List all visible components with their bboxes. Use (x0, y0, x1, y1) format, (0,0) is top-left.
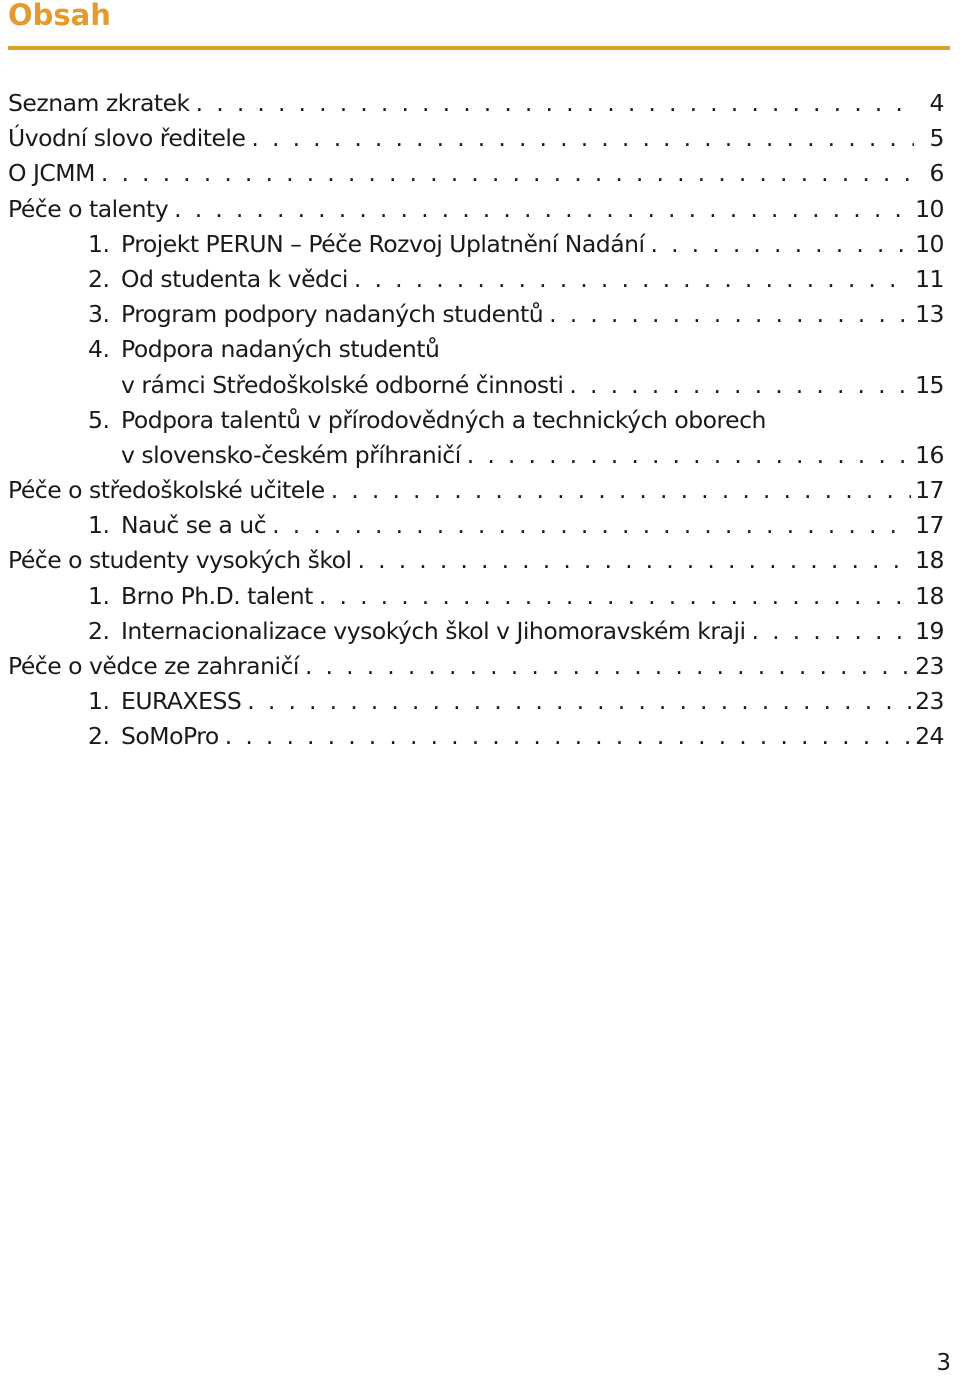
toc-entry-number: 1. (88, 229, 110, 258)
toc-entry-number: 2. (88, 264, 110, 293)
toc-entry-page: 19 (915, 616, 944, 645)
toc-entry-number: 1. (88, 581, 110, 610)
toc-entry-page: 18 (915, 546, 944, 575)
toc-leader-dots (272, 508, 911, 543)
toc-entry[interactable] (8, 121, 944, 156)
page-number: 3 (936, 1350, 951, 1376)
toc-entry-number: 1. (88, 511, 110, 540)
title-underline (8, 46, 950, 50)
toc-entry-page: 10 (915, 194, 944, 223)
toc-subentry[interactable] (8, 227, 944, 262)
toc-entry-page: 15 (915, 370, 944, 399)
table-of-contents (8, 86, 944, 755)
toc-entry-page: 16 (915, 440, 944, 469)
toc-entry-label: Péče o studenty vysokých škol (8, 546, 352, 575)
toc-entry[interactable] (8, 649, 944, 684)
page-title: Obsah (8, 0, 111, 32)
toc-subentry[interactable] (8, 614, 944, 649)
toc-entry-number: 3. (88, 300, 110, 329)
toc-entry-page: 17 (915, 511, 944, 540)
toc-entry-label: Úvodní slovo ředitele (8, 124, 246, 153)
toc-entry-label: SoMoPro (121, 722, 219, 751)
toc-entry-number: 2. (88, 722, 110, 751)
toc-subentry[interactable] (8, 297, 944, 332)
toc-entry[interactable] (8, 543, 944, 578)
toc-entry-page: 5 (929, 124, 944, 153)
toc-leader-dots (752, 614, 912, 649)
toc-entry-number: 2. (88, 616, 110, 645)
toc-leader-dots (101, 156, 914, 191)
toc-leader-dots (225, 719, 911, 754)
toc-entry-label: Brno Ph.D. talent (121, 581, 313, 610)
toc-leader-dots (354, 262, 911, 297)
toc-leader-dots (651, 227, 912, 262)
toc-entry-page: 6 (929, 159, 944, 188)
toc-entry-label: EURAXESS (121, 687, 242, 716)
toc-leader-dots (467, 438, 911, 473)
toc-entry-label-continued: v rámci Středoškolské odborné činnosti (121, 370, 564, 399)
toc-entry-label: Program podpory nadaných studentů (121, 300, 544, 329)
toc-subentry[interactable] (8, 719, 944, 754)
toc-leader-dots (196, 86, 914, 121)
toc-subentry[interactable] (8, 579, 944, 614)
toc-leader-dots (319, 579, 911, 614)
toc-leader-dots (305, 649, 911, 684)
toc-entry[interactable] (8, 473, 944, 508)
toc-leader-dots (247, 684, 911, 719)
toc-entry-number: 5. (88, 405, 110, 434)
toc-entry[interactable] (8, 156, 944, 191)
toc-entry-number: 4. (88, 335, 110, 364)
toc-entry-number: 1. (88, 687, 110, 716)
toc-entry-page: 13 (915, 300, 944, 329)
toc-entry-label: Péče o vědce ze zahraničí (8, 652, 299, 680)
toc-entry-label-continued: v slovensko-českém příhraničí (121, 440, 461, 469)
toc-entry-label: O JCMM (8, 159, 95, 188)
toc-entry-label: Internacionalizace vysokých škol v Jihomoravském kraji (121, 616, 746, 645)
toc-subentry[interactable] (8, 332, 944, 402)
toc-leader-dots (251, 121, 914, 156)
toc-entry-label: Podpora nadaných studentů (121, 335, 440, 364)
toc-leader-dots (549, 297, 911, 332)
toc-subentry[interactable] (8, 508, 944, 543)
toc-entry-page: 10 (915, 229, 944, 258)
toc-entry-label: Péče o středoškolské učitele (8, 476, 325, 505)
toc-entry-label: Nauč se a uč (121, 511, 267, 540)
toc-subentry[interactable] (8, 262, 944, 297)
toc-leader-dots (358, 543, 912, 578)
toc-entry-page: 17 (915, 476, 944, 505)
toc-entry-page: 4 (929, 89, 944, 117)
toc-entry-page: 11 (915, 264, 944, 293)
toc-entry-page: 18 (915, 581, 944, 610)
toc-entry-label: Seznam zkratek (8, 89, 190, 117)
toc-entry[interactable] (8, 192, 944, 227)
toc-leader-dots (174, 192, 911, 227)
toc-subentry[interactable] (8, 403, 944, 473)
toc-subentry[interactable] (8, 684, 944, 719)
toc-entry-page: 23 (915, 687, 944, 716)
toc-entry-label: Projekt PERUN – Péče Rozvoj Uplatnění Nadání (121, 229, 645, 258)
toc-leader-dots (569, 368, 911, 403)
toc-entry-page: 23 (915, 652, 944, 680)
toc-entry-label: Podpora talentů v přírodovědných a technických oborech (121, 405, 766, 434)
toc-entry-page: 24 (915, 722, 944, 751)
toc-leader-dots (331, 473, 911, 508)
toc-entry-label: Od studenta k vědci (121, 264, 348, 293)
toc-entry[interactable] (8, 86, 944, 121)
toc-entry-label: Péče o talenty (8, 194, 169, 223)
